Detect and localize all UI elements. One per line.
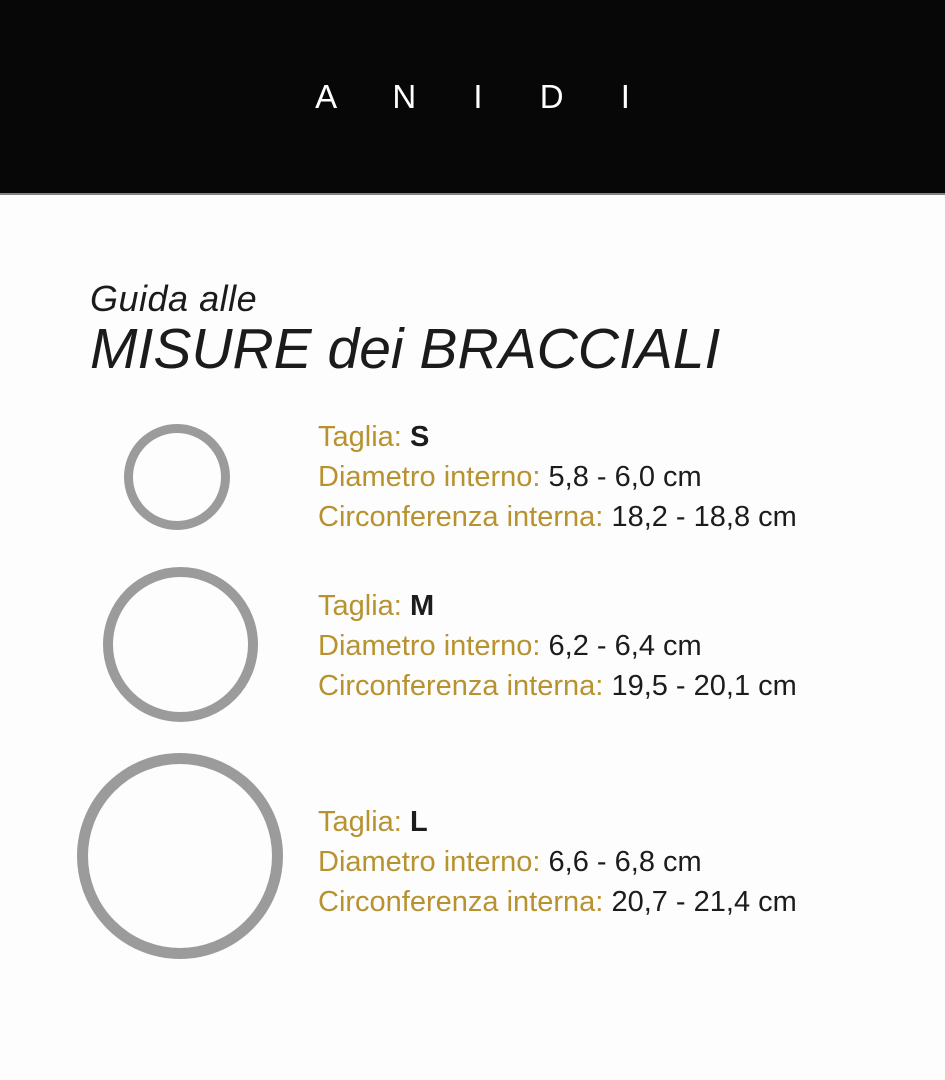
diametro-label: Diametro interno: [318,846,541,878]
size-row-m [318,586,797,706]
bracelet-ring-l-icon [77,753,283,959]
circonferenza-value: 18,2 - 18,8 cm [611,501,797,533]
title-subtitle: Guida alle [90,278,258,319]
circonferenza-value: 20,7 - 21,4 cm [611,886,797,918]
size-line-diametro [318,457,797,497]
size-row-s [318,417,797,537]
size-line-diametro [318,626,797,666]
circonferenza-label: Circonferenza interna: [318,501,604,533]
circonferenza-label: Circonferenza interna: [318,886,604,918]
size-line-circonferenza [318,882,797,922]
diametro-label: Diametro interno: [318,461,541,493]
bracelet-ring-m-icon [103,567,258,722]
size-line-circonferenza [318,497,797,537]
size-line-taglia [318,417,797,457]
taglia-value: M [409,590,435,622]
header-bar [0,0,945,195]
diametro-value: 6,2 - 6,4 cm [548,630,702,662]
taglia-label: Taglia: [318,806,402,838]
size-line-taglia [318,586,797,626]
size-line-diametro [318,842,797,882]
taglia-value: L [409,806,428,838]
title-main: MISURE dei BRACCIALI [90,317,721,381]
circonferenza-label: Circonferenza interna: [318,670,604,702]
size-row-l [318,802,797,922]
size-line-taglia [318,802,797,842]
diametro-label: Diametro interno: [318,630,541,662]
diametro-value: 5,8 - 6,0 cm [548,461,702,493]
diametro-value: 6,6 - 6,8 cm [548,846,702,878]
taglia-label: Taglia: [318,590,402,622]
taglia-label: Taglia: [318,421,402,453]
size-line-circonferenza [318,666,797,706]
page-title [90,278,721,381]
circonferenza-value: 19,5 - 20,1 cm [611,670,797,702]
bracelet-ring-s-icon [124,424,230,530]
brand-logo: A N I D I [315,77,654,115]
taglia-value: S [409,421,430,453]
